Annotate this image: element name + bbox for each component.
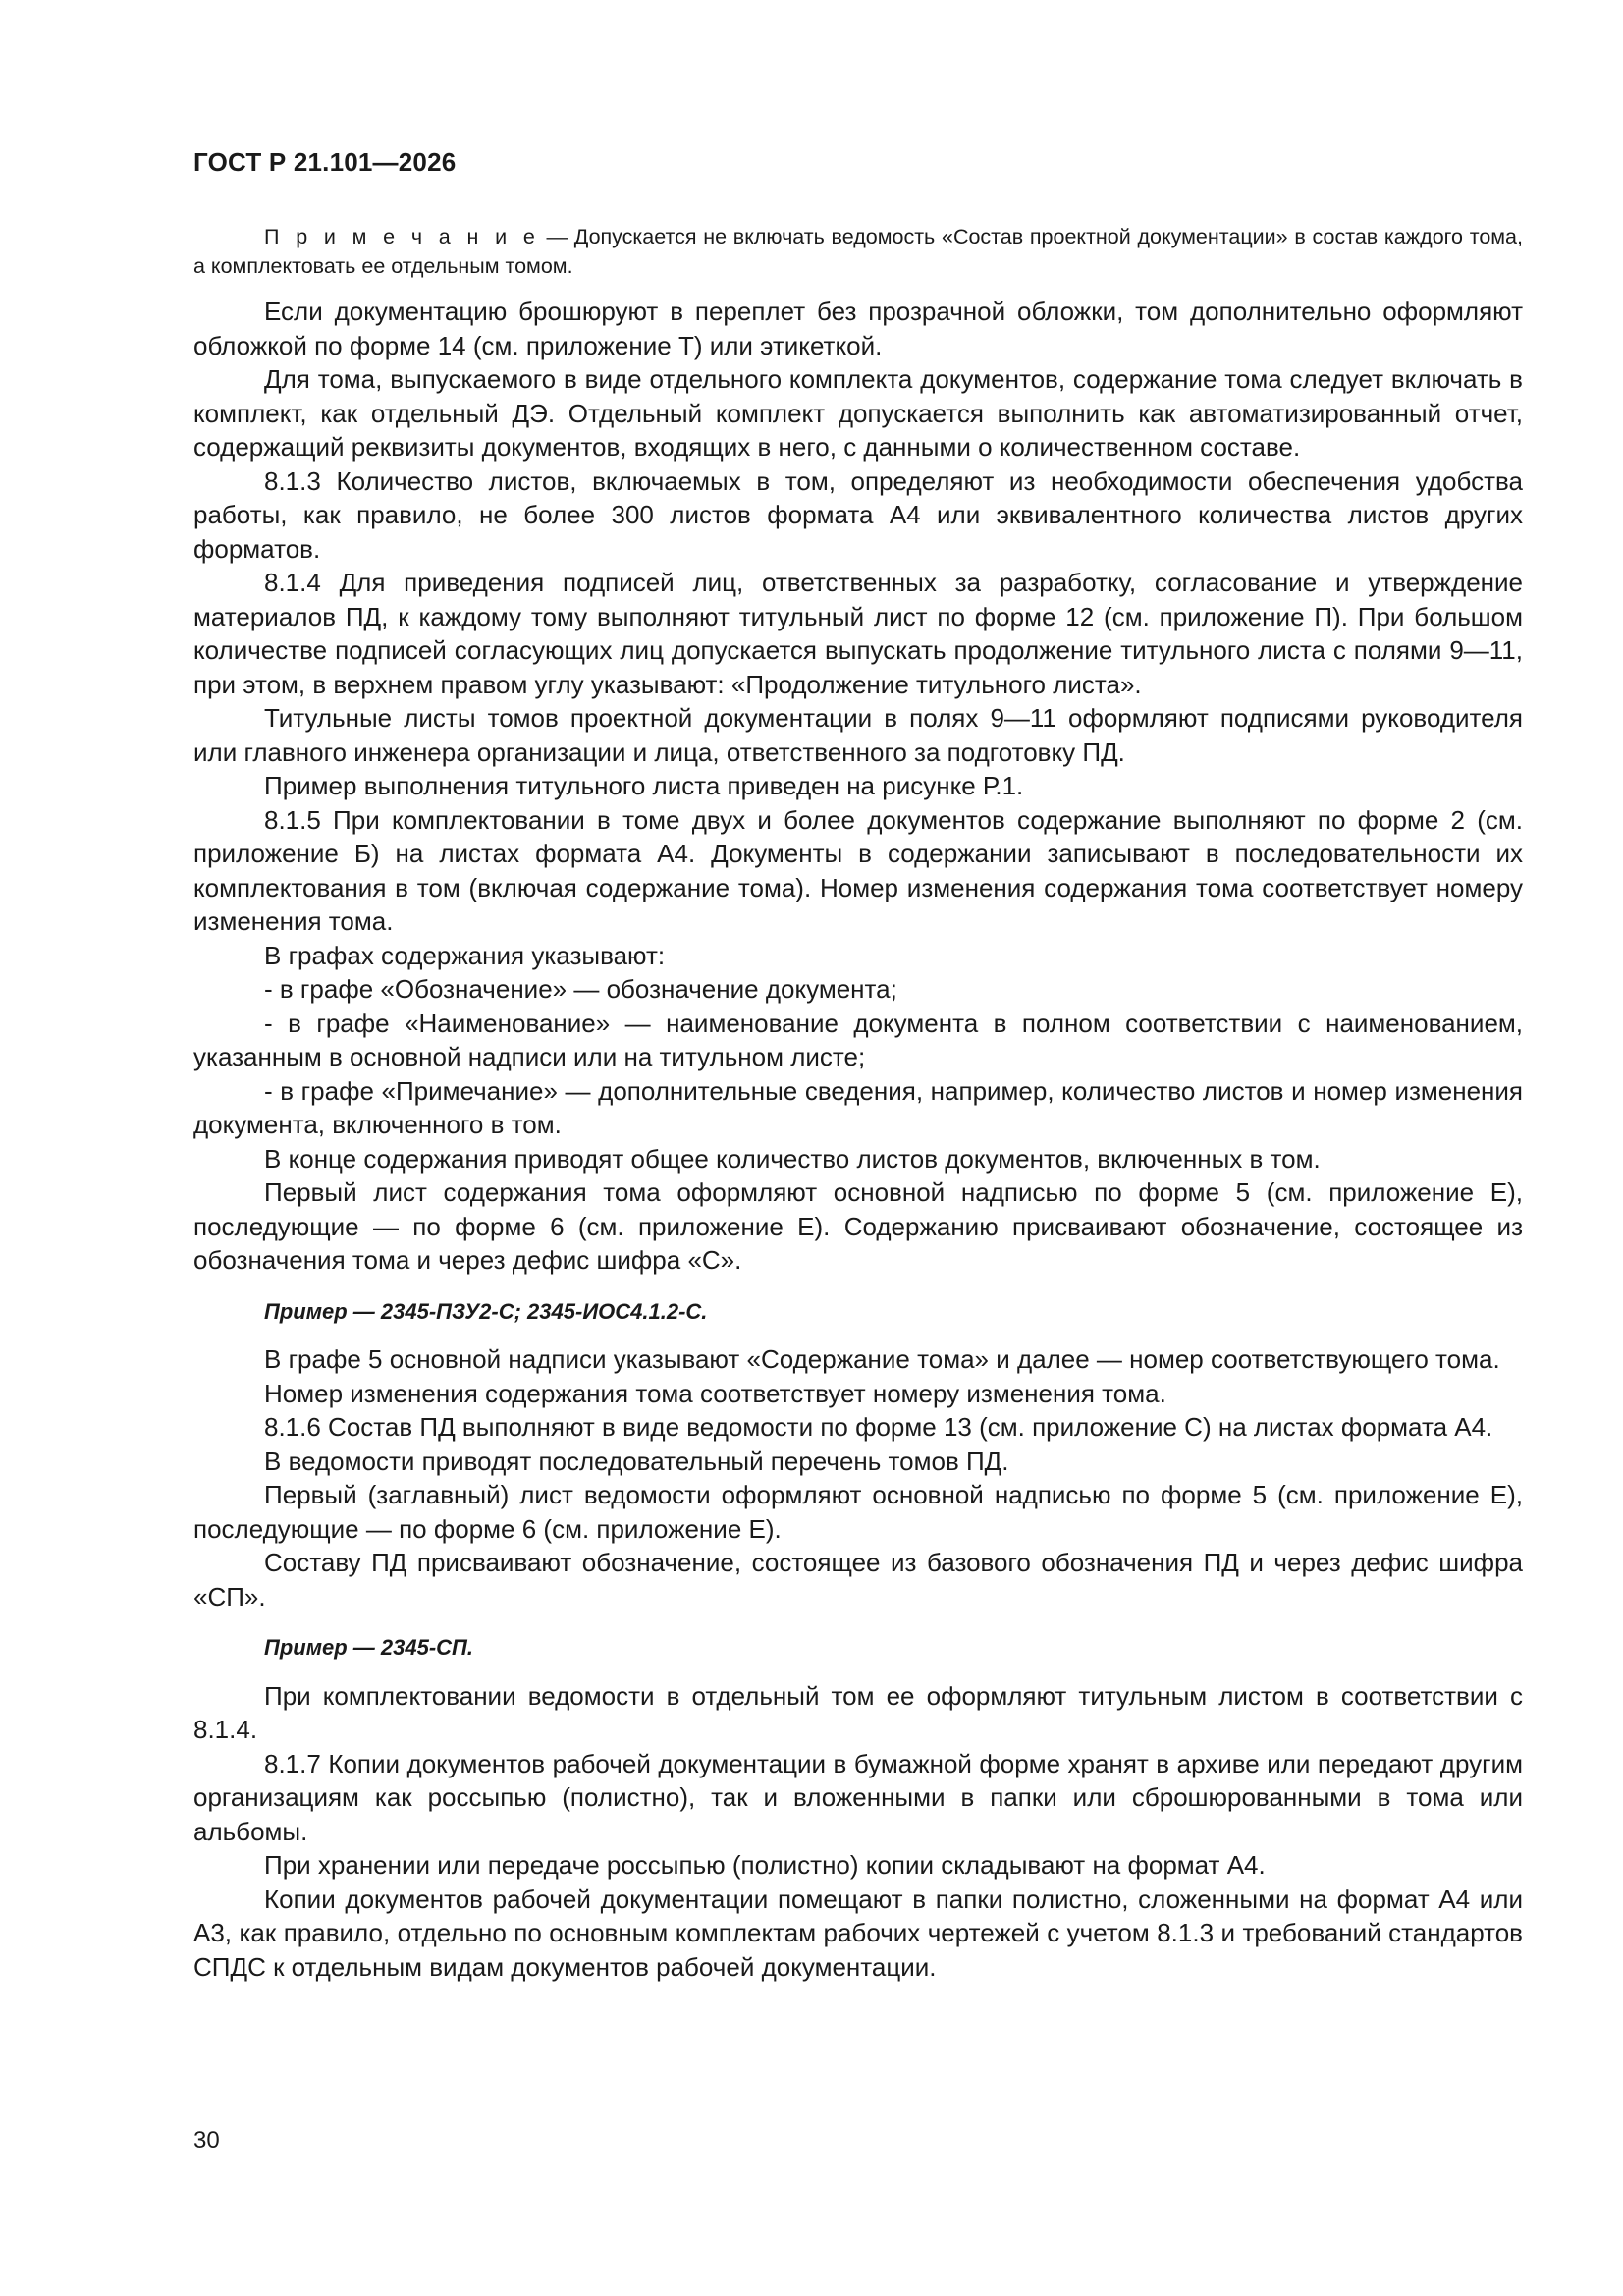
- paragraph: Если документацию брошюруют в переплет без прозрачной обложки, том дополнительно оформляют обложкой по форме 14 (см. приложение Т) или этикеткой.: [193, 297, 1523, 360]
- page-number: 30: [193, 2127, 220, 2154]
- paragraph: 8.1.3 Количество листов, включаемых в том, определяют из необходимости обеспечения удобства работы, как правило, не более 300 листов формата А4 или эквивалентного количества листов других форматов.: [193, 465, 1523, 564]
- paragraph: В графах содержания указывают:: [264, 940, 666, 970]
- paragraph: При комплектовании ведомости в отдельный том ее оформляют титульным листом в соответствии с 8.1.4.: [193, 1680, 1523, 1744]
- list-item: - в графе «Обозначение» — обозначение документа;: [264, 974, 897, 1004]
- paragraph: В конце содержания приводят общее количество листов документов, включенных в том.: [264, 1143, 1321, 1174]
- document-header: ГОСТ Р 21.101—2026: [193, 147, 457, 177]
- paragraph: Пример выполнения титульного листа приведен на рисунке Р.1.: [264, 771, 1024, 800]
- note-paragraph: [193, 222, 1523, 281]
- paragraph: Титульные листы томов проектной документации в полях 9—11 оформляют подписями руководителя или главного инженера организации и лица, ответственного за подготовку ПД.: [193, 703, 1523, 767]
- paragraph: Для тома, выпускаемого в виде отдельного комплекта документов, содержание тома следует включать в комплект, как отдельный ДЭ. Отдельный комплект допускается выполнить как автоматизированный отчет, содержащий реквизиты документов, входящих в него, с данными о количественном составе.: [193, 364, 1523, 462]
- paragraph: Копии документов рабочей документации помещают в папки полистно, сложенными на формат А4 или А3, как правило, отдельно по основным комплектам рабочих чертежей с учетом 8.1.3 и требований стандартов СПДС к отдельным видам документов рабочей документации.: [193, 1884, 1523, 1982]
- paragraph: Составу ПД присваивают обозначение, состоящее из базового обозначения ПД и через дефис шифра «СП».: [193, 1548, 1523, 1612]
- paragraph: Номер изменения содержания тома соответствует номеру изменения тома.: [264, 1378, 1166, 1408]
- paragraph: 8.1.7 Копии документов рабочей документации в бумажной форме хранят в архиве или передают другим организациям как россыпью (полистно), так и вложенными в папки или сброшюрованными в тома или альбомы.: [193, 1748, 1523, 1846]
- list-item: - в графе «Примечание» — дополнительные сведения, например, количество листов и номер изменения документа, включенного в том.: [193, 1075, 1523, 1139]
- paragraph: Первый лист содержания тома оформляют основной надписью по форме 5 (см. приложение Е), последующие — по форме 6 (см. приложение Е). Содержанию присваивают обозначение, состоящее из обозначения тома и через дефис шифра «С».: [193, 1177, 1523, 1275]
- paragraph: Первый (заглавный) лист ведомости оформляют основной надписью по форме 5 (см. приложение Е), последующие — по форме 6 (см. приложение Е).: [193, 1480, 1523, 1544]
- note-text: — Допускается не включать ведомость «Состав проектной документации» в состав каждого тома, а комплектовать ее отдельным томом.: [193, 225, 1523, 278]
- list-item: - в графе «Наименование» — наименование документа в полном соответствии с наименованием, указанным в основной надписи или на титульном листе;: [193, 1008, 1523, 1071]
- example-text: Пример — 2345-СП.: [264, 1635, 473, 1660]
- paragraph: При хранении или передаче россыпью (полистно) копии складывают на формат А4.: [264, 1850, 1266, 1880]
- paragraph: 8.1.6 Состав ПД выполняют в виде ведомости по форме 13 (см. приложение С) на листах формата А4.: [264, 1412, 1493, 1442]
- paragraph: В ведомости приводят последовательный перечень томов ПД.: [264, 1446, 1009, 1476]
- paragraph: 8.1.4 Для приведения подписей лиц, ответственных за разработку, согласование и утверждение материалов ПД, к каждому тому выполняют титульный лист по форме 12 (см. приложение П). При большом количестве подписей согласующих лиц допускается выпускать продолжение титульного листа с полями 9—11, при этом, в верхнем правом углу указывают: «Продолжение титульного листа».: [193, 568, 1523, 699]
- paragraph: В графе 5 основной надписи указывают «Содержание тома» и далее — номер соответствующего тома.: [264, 1344, 1500, 1374]
- example-text: Пример — 2345-ПЗУ2-С; 2345-ИОС4.1.2-С.: [264, 1298, 708, 1324]
- note-label: П р и м е ч а н и е: [264, 225, 540, 248]
- paragraph: 8.1.5 При комплектовании в томе двух и более документов содержание выполняют по форме 2 (см. приложение Б) на листах формата А4. Документы в содержании записывают в последовательности их комплектования в том (включая содержание тома). Номер изменения содержания тома соответствует номеру изменения тома.: [193, 804, 1523, 936]
- page-content: [193, 222, 1523, 1984]
